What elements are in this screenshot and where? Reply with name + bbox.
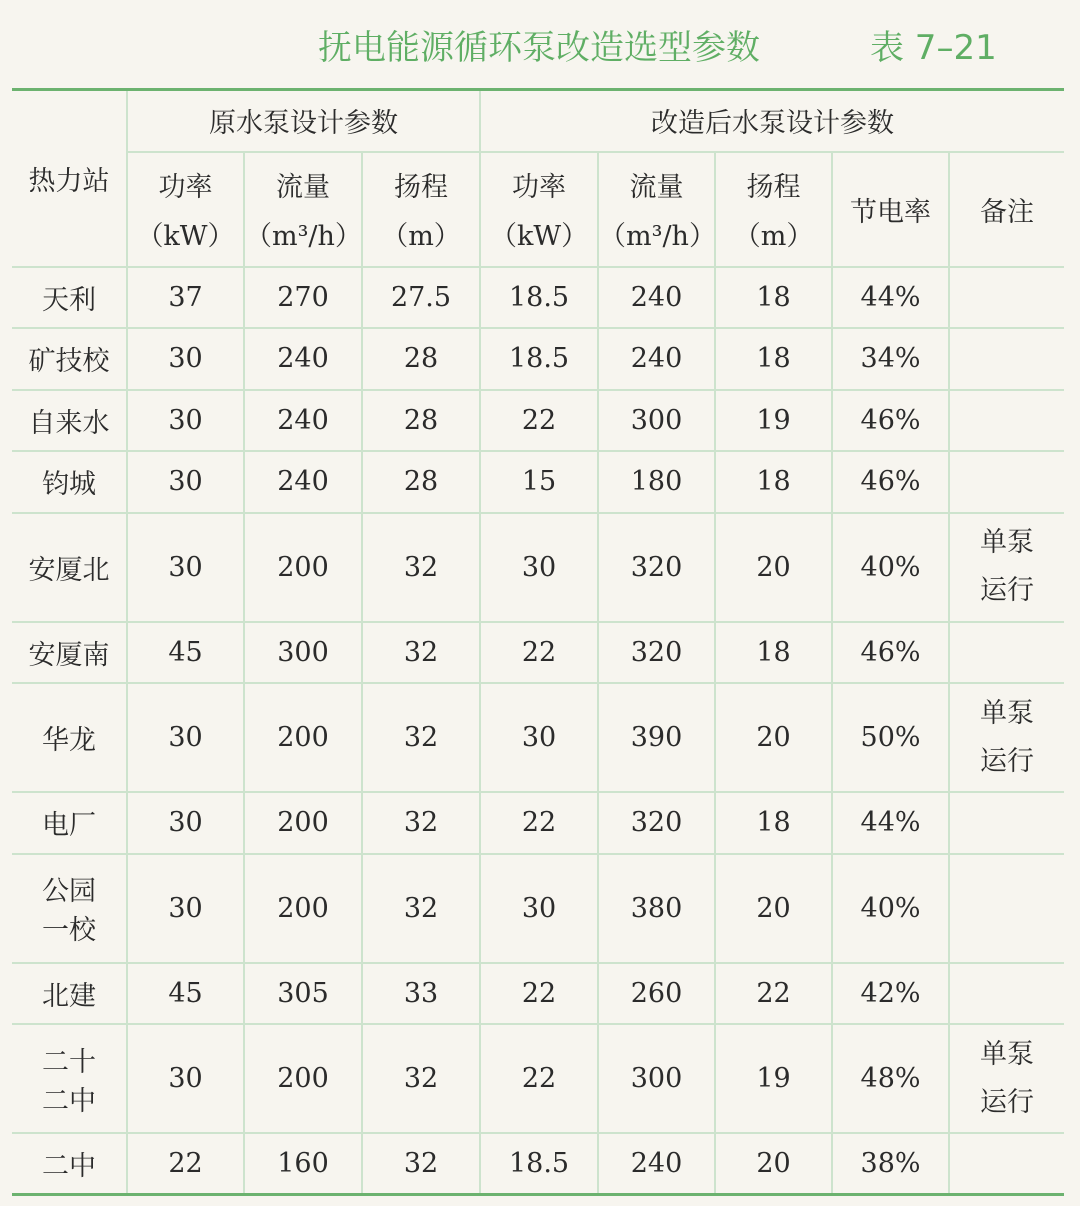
station-name: 安厦北 (12, 513, 127, 622)
original-head: 32 (362, 622, 480, 684)
modified-flow: 180 (598, 451, 715, 513)
header-label: 流量 (276, 172, 330, 203)
modified-flow: 300 (598, 1024, 715, 1133)
station-name: 二十 二中 (12, 1024, 127, 1133)
header-flow-original (244, 152, 362, 267)
saving-rate: 46% (832, 451, 949, 513)
modified-power: 22 (480, 792, 598, 854)
station-name: 安厦南 (12, 622, 127, 684)
original-head: 32 (362, 683, 480, 792)
note: 单泵 运行 (949, 513, 1064, 622)
table-row (12, 328, 1064, 390)
header-head-modified (715, 152, 832, 267)
original-power: 30 (127, 451, 244, 513)
pump-parameter-table (12, 88, 1064, 1196)
modified-flow: 240 (598, 267, 715, 329)
table-row (12, 683, 1064, 792)
table-row (12, 267, 1064, 329)
station-name: 公园 一校 (12, 854, 127, 963)
header-group-modified: 改造后水泵设计参数 (480, 90, 1064, 152)
modified-power: 22 (480, 963, 598, 1025)
header-label: 扬程 (746, 172, 801, 203)
table-row (12, 1133, 1064, 1195)
header-label: 流量 (629, 172, 684, 203)
table-number: 表 7–21 (870, 28, 997, 68)
original-power: 30 (127, 390, 244, 452)
header-label: 功率 (158, 172, 213, 203)
original-flow: 300 (244, 622, 362, 684)
modified-head: 18 (715, 328, 832, 390)
original-flow: 200 (244, 513, 362, 622)
header-power-modified (480, 152, 598, 267)
table-caption (0, 18, 1080, 78)
modified-head: 20 (715, 683, 832, 792)
table-row (12, 792, 1064, 854)
original-power: 30 (127, 1024, 244, 1133)
note (949, 390, 1064, 452)
modified-flow: 240 (598, 328, 715, 390)
original-head: 32 (362, 792, 480, 854)
saving-rate: 46% (832, 390, 949, 452)
modified-head: 20 (715, 1133, 832, 1195)
note (949, 622, 1064, 684)
note (949, 854, 1064, 963)
modified-power: 18.5 (480, 267, 598, 329)
original-head: 27.5 (362, 267, 480, 329)
modified-power: 30 (480, 513, 598, 622)
header-unit: （m） (381, 221, 461, 252)
original-power: 30 (127, 792, 244, 854)
original-flow: 305 (244, 963, 362, 1025)
original-power: 37 (127, 267, 244, 329)
table-row (12, 1024, 1064, 1133)
saving-rate: 46% (832, 622, 949, 684)
modified-head: 20 (715, 513, 832, 622)
note (949, 1133, 1064, 1195)
original-head: 33 (362, 963, 480, 1025)
modified-flow: 320 (598, 513, 715, 622)
note: 单泵 运行 (949, 683, 1064, 792)
station-name: 天利 (12, 267, 127, 329)
original-head: 28 (362, 390, 480, 452)
header-label: 功率 (512, 172, 567, 203)
modified-power: 18.5 (480, 1133, 598, 1195)
saving-rate: 34% (832, 328, 949, 390)
modified-power: 22 (480, 622, 598, 684)
modified-power: 18.5 (480, 328, 598, 390)
modified-flow: 380 (598, 854, 715, 963)
station-name: 北建 (12, 963, 127, 1025)
saving-rate: 44% (832, 267, 949, 329)
header-unit: （kW） (489, 221, 589, 252)
saving-rate: 44% (832, 792, 949, 854)
modified-head: 19 (715, 390, 832, 452)
modified-head: 19 (715, 1024, 832, 1133)
original-head: 32 (362, 513, 480, 622)
header-note: 备注 (949, 152, 1064, 267)
table-title: 抚电能源循环泵改造选型参数 (318, 28, 760, 68)
table-row (12, 390, 1064, 452)
original-power: 22 (127, 1133, 244, 1195)
original-flow: 200 (244, 854, 362, 963)
header-unit: （m³/h） (245, 221, 362, 252)
modified-flow: 320 (598, 622, 715, 684)
header-station: 热力站 (12, 90, 127, 267)
saving-rate: 38% (832, 1133, 949, 1195)
note (949, 963, 1064, 1025)
modified-head: 20 (715, 854, 832, 963)
original-power: 45 (127, 963, 244, 1025)
station-name: 二中 (12, 1133, 127, 1195)
original-flow: 270 (244, 267, 362, 329)
table-row (12, 622, 1064, 684)
modified-power: 22 (480, 1024, 598, 1133)
original-power: 30 (127, 854, 244, 963)
station-name: 钧城 (12, 451, 127, 513)
modified-head: 18 (715, 622, 832, 684)
header-unit: （kW） (136, 221, 235, 252)
modified-power: 15 (480, 451, 598, 513)
original-head: 32 (362, 854, 480, 963)
table-row (12, 963, 1064, 1025)
original-flow: 160 (244, 1133, 362, 1195)
modified-head: 22 (715, 963, 832, 1025)
table-row (12, 451, 1064, 513)
original-power: 45 (127, 622, 244, 684)
modified-flow: 260 (598, 963, 715, 1025)
station-name: 自来水 (12, 390, 127, 452)
modified-flow: 320 (598, 792, 715, 854)
saving-rate: 48% (832, 1024, 949, 1133)
note (949, 451, 1064, 513)
header-saving-rate: 节电率 (832, 152, 949, 267)
original-power: 30 (127, 683, 244, 792)
modified-power: 30 (480, 683, 598, 792)
header-group-original: 原水泵设计参数 (127, 90, 480, 152)
saving-rate: 50% (832, 683, 949, 792)
header-head-original (362, 152, 480, 267)
saving-rate: 40% (832, 513, 949, 622)
station-name: 华龙 (12, 683, 127, 792)
note (949, 792, 1064, 854)
modified-head: 18 (715, 267, 832, 329)
modified-head: 18 (715, 451, 832, 513)
note (949, 267, 1064, 329)
saving-rate: 40% (832, 854, 949, 963)
table-row (12, 513, 1064, 622)
modified-head: 18 (715, 792, 832, 854)
header-flow-modified (598, 152, 715, 267)
note: 单泵 运行 (949, 1024, 1064, 1133)
original-flow: 240 (244, 328, 362, 390)
header-label: 扬程 (394, 172, 449, 203)
original-flow: 200 (244, 792, 362, 854)
header-unit: （m³/h） (599, 221, 716, 252)
saving-rate: 42% (832, 963, 949, 1025)
modified-flow: 390 (598, 683, 715, 792)
header-power-original (127, 152, 244, 267)
original-flow: 240 (244, 390, 362, 452)
original-flow: 240 (244, 451, 362, 513)
station-name: 矿技校 (12, 328, 127, 390)
modified-power: 22 (480, 390, 598, 452)
original-head: 28 (362, 328, 480, 390)
original-head: 32 (362, 1024, 480, 1133)
table-row (12, 854, 1064, 963)
note (949, 328, 1064, 390)
original-power: 30 (127, 513, 244, 622)
modified-power: 30 (480, 854, 598, 963)
header-row-columns (12, 152, 1064, 267)
modified-flow: 240 (598, 1133, 715, 1195)
station-name: 电厂 (12, 792, 127, 854)
original-head: 28 (362, 451, 480, 513)
original-head: 32 (362, 1133, 480, 1195)
original-flow: 200 (244, 1024, 362, 1133)
original-power: 30 (127, 328, 244, 390)
header-unit: （m） (733, 221, 814, 252)
modified-flow: 300 (598, 390, 715, 452)
header-row-groups (12, 90, 1064, 152)
original-flow: 200 (244, 683, 362, 792)
